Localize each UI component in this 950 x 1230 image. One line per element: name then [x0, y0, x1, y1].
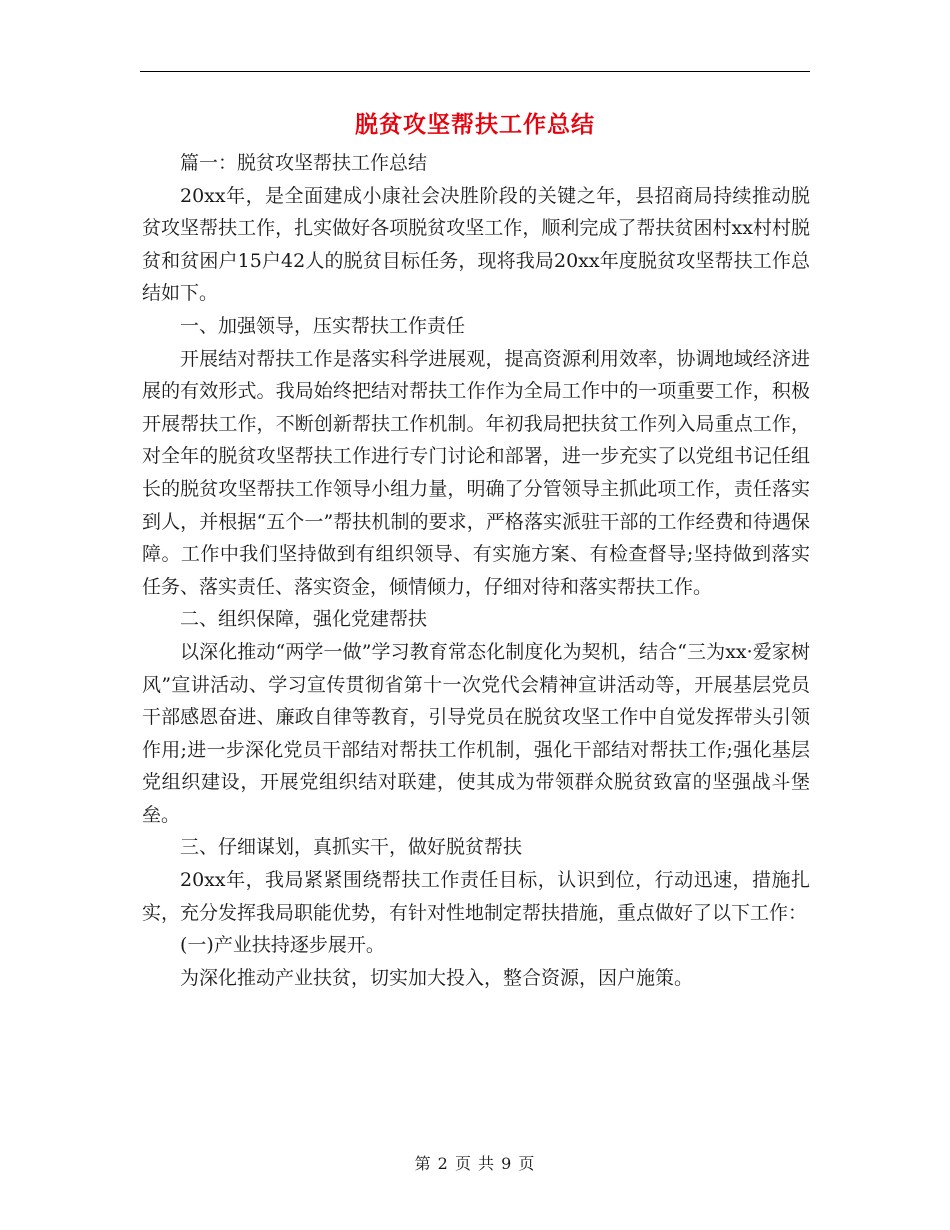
header-rule [140, 71, 810, 72]
subsection-heading: (一)产业扶持逐步展开。 [180, 934, 385, 957]
page-number: 第 2 页 共 9 页 [414, 1154, 536, 1173]
document-title: 脱贫攻坚帮扶工作总结 [355, 111, 595, 138]
document-body [142, 147, 810, 994]
page-footer [0, 1153, 950, 1175]
section-heading: 二、组织保障，强化党建帮扶 [180, 608, 428, 631]
body-paragraph: 为深化推动产业扶贫，切实加大投入，整合资源，因户施策。 [180, 966, 694, 989]
section-heading: 三、仔细谋划，真抓实干，做好脱贫帮扶 [180, 836, 523, 859]
body-paragraph: 20xx年，我局紧紧围绕帮扶工作责任目标，认识到位，行动迅速，措施扎实，充分发挥我局职能优势，有针对性地制定帮扶措施，重点做好了以下工作： [142, 869, 810, 924]
body-paragraph: 开展结对帮扶工作是落实科学进展观，提高资源利用效率，协调地域经济进展的有效形式。我局始终把结对帮扶工作作为全局工作中的一项重要工作，积极开展帮扶工作，不断创新帮扶工作机制。年初我局把扶贫工作列入局重点工作，对全年的脱贫攻坚帮扶工作进行专门讨论和部署，进一步充实了以党组书记任组长的脱贫攻坚帮扶工作领导小组力量，明确了分管领导主抓此项工作，责任落实到人，并根据“五个一”帮扶机制的要求，严格落实派驻干部的工作经费和待遇保障。工作中我们坚持做到有组织领导、有实施方案、有检查督导;坚持做到落实任务、落实责任、落实资金，倾情倾力，仔细对待和落实帮扶工作。 [142, 347, 810, 598]
section-heading: 一、加强领导，压实帮扶工作责任 [180, 314, 466, 337]
body-paragraph: 以深化推动“两学一做”学习教育常态化制度化为契机，结合“三为xx·爱家树风”宣讲活动、学习宣传贯彻省第十一次党代会精神宣讲活动等，开展基层党员干部感恩奋进、廉政自律等教育，引导党员在脱贫攻坚工作中自觉发挥带头引领作用;进一步深化党员干部结对帮扶工作机制，强化干部结对帮扶工作;强化基层党组织建设，开展党组织结对联建，使其成为带领群众脱贫致富的坚强战斗堡垒。 [142, 640, 810, 826]
section-heading: 篇一：脱贫攻坚帮扶工作总结 [180, 152, 428, 174]
body-paragraph: 20xx年，是全面建成小康社会决胜阶段的关键之年，县招商局持续推动脱贫攻坚帮扶工作，扎实做好各项脱贫攻坚工作，顺利完成了帮扶贫困村xx村村脱贫和贫困户15户42人的脱贫目标任务，现将我局20xx年度脱贫攻坚帮扶工作总结如下。 [142, 184, 810, 305]
